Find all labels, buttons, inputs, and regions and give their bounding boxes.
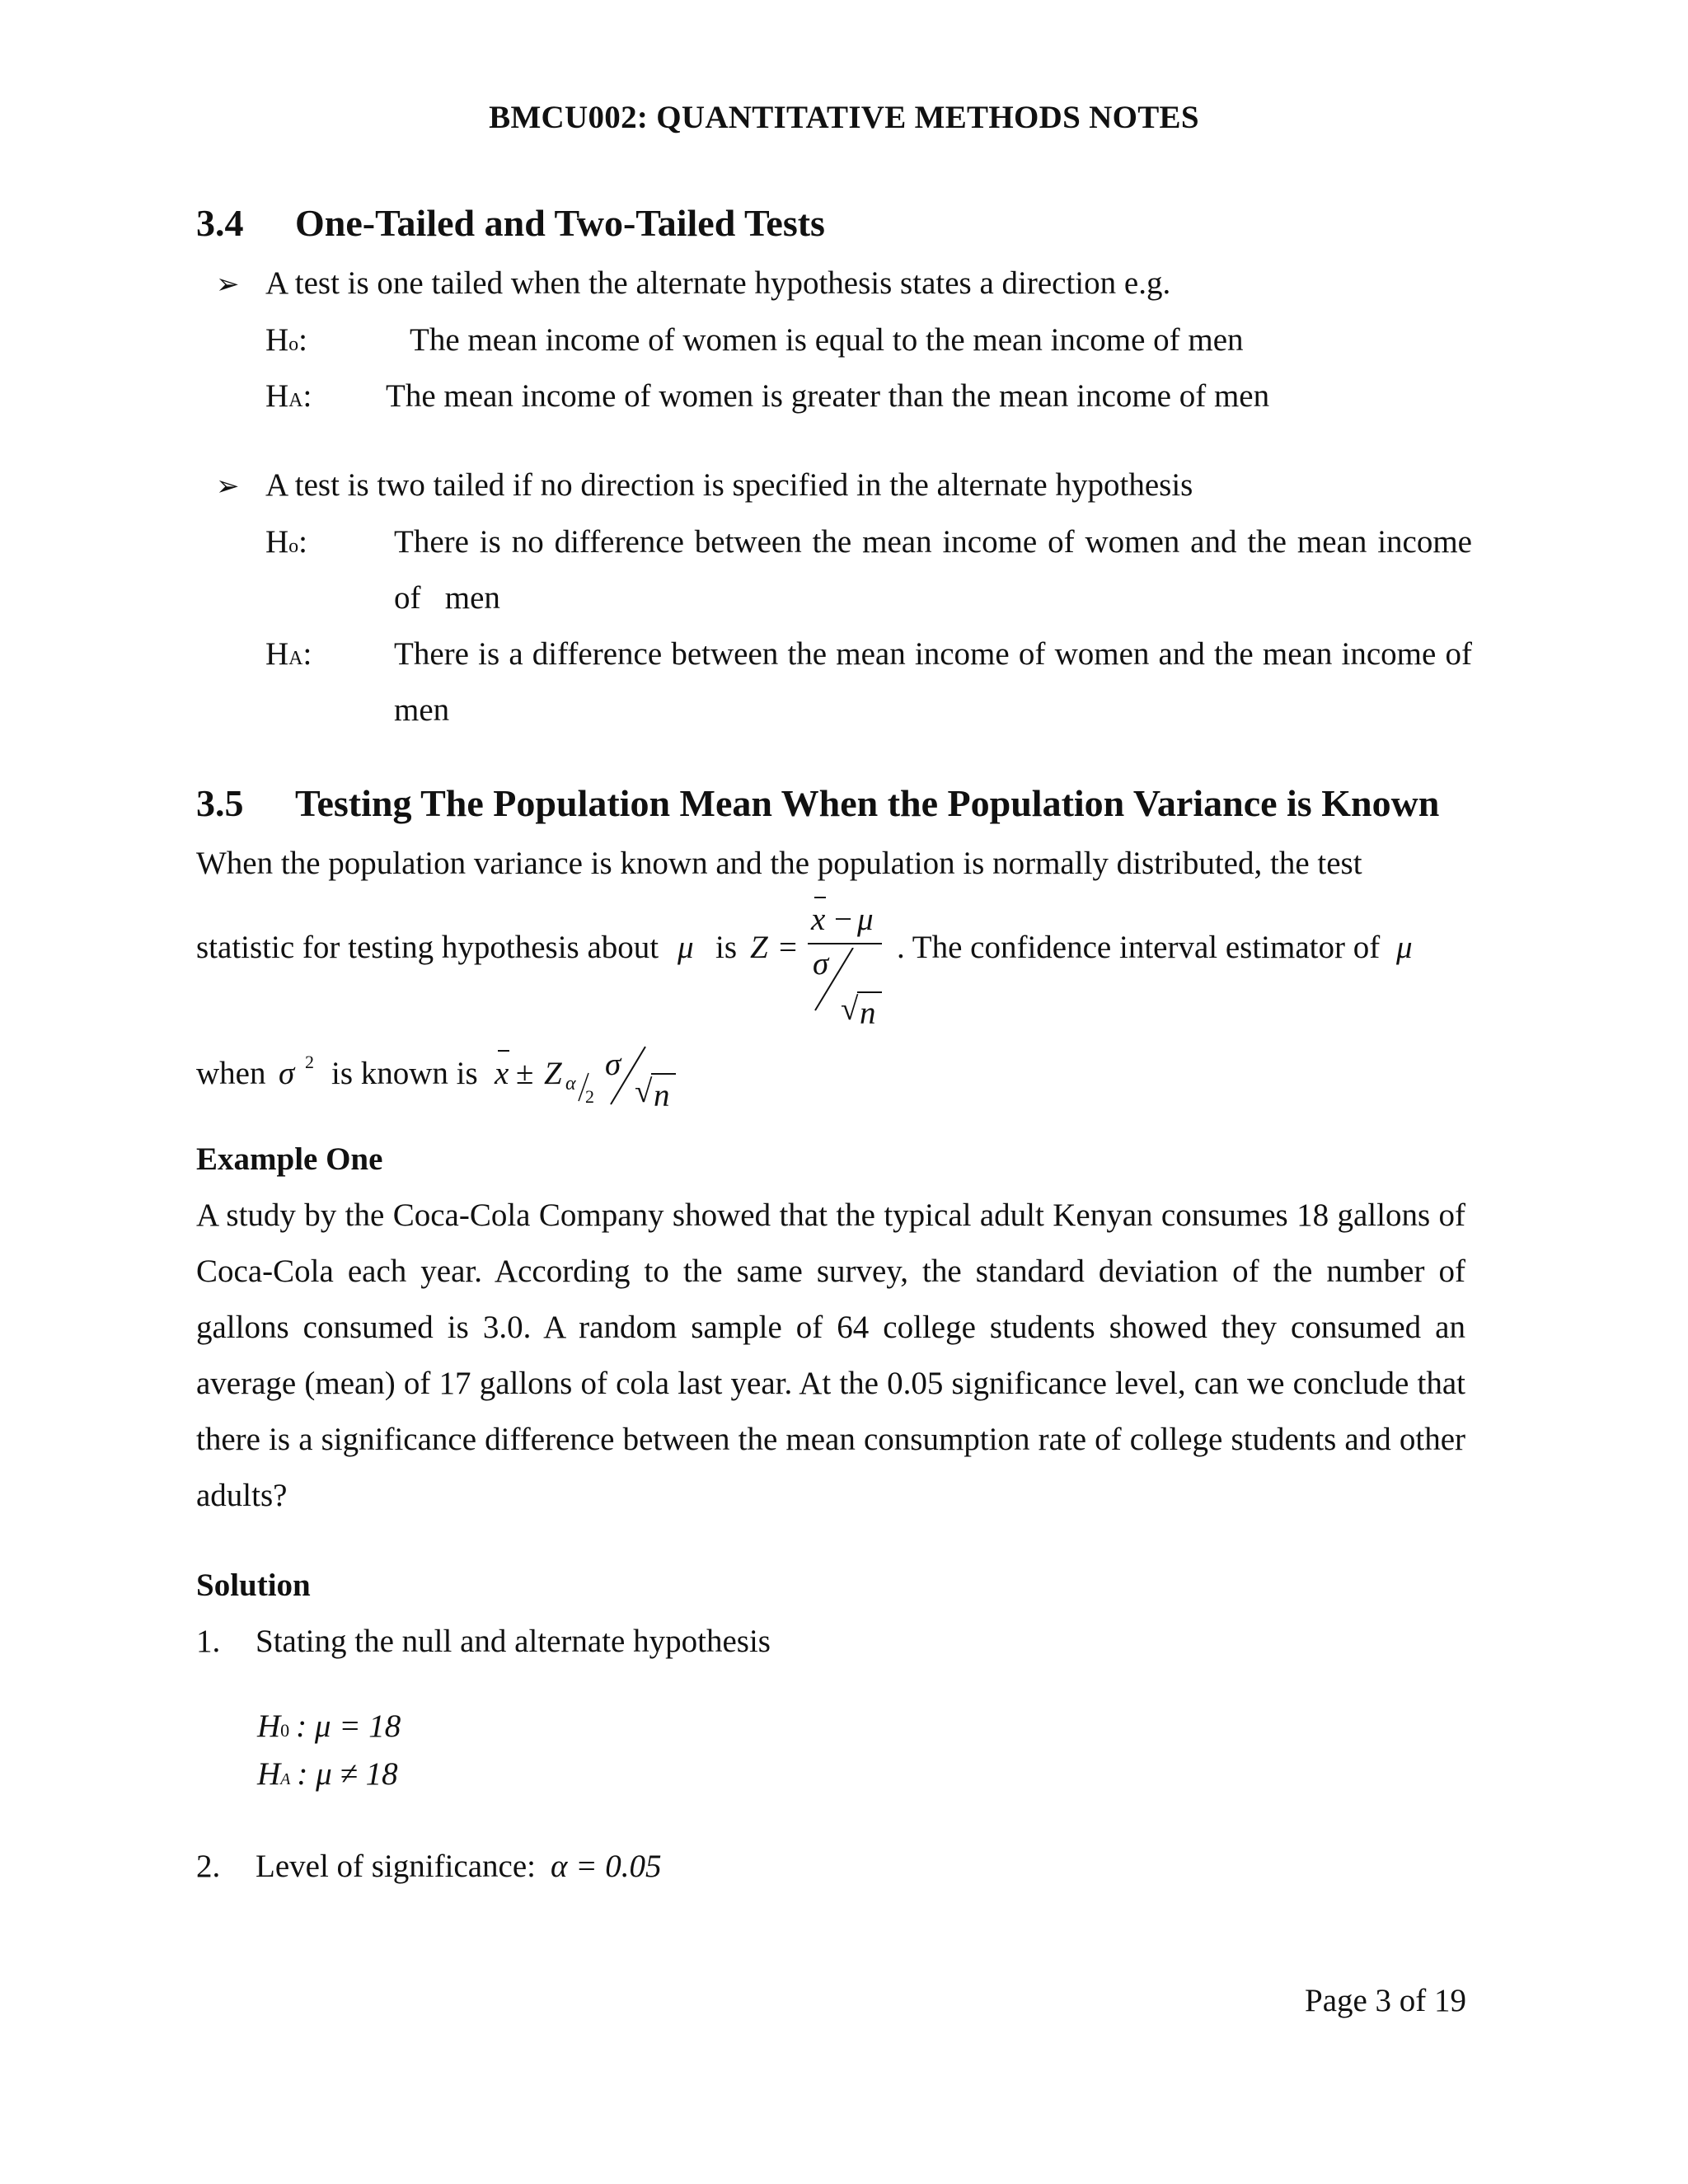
bullet-arrow-icon: ➢ xyxy=(216,471,240,502)
sqrt-symbol: √ xyxy=(841,991,859,1027)
x-bar-symbol: x xyxy=(495,1056,509,1091)
section-title: One-Tailed and Two-Tailed Tests xyxy=(295,202,825,244)
z-symbol: Z xyxy=(544,1056,562,1091)
paragraph-line: . The confidence interval estimator of xyxy=(897,930,1381,965)
page-header: BMCU002: QUANTITATIVE METHODS NOTES xyxy=(489,100,1199,135)
sigma-symbol: σ xyxy=(605,1047,621,1082)
mu-symbol: μ xyxy=(678,930,694,965)
alpha-subscript: α xyxy=(565,1073,576,1094)
sqrt-overline xyxy=(857,991,882,993)
paragraph-line: When the population variance is known and the population is normally distributed, the test xyxy=(196,846,1362,881)
bullet-arrow-icon: ➢ xyxy=(216,269,240,300)
example-line: gallons consumed is 3.0. A random sample of 64 college students showed they consumed an xyxy=(196,1310,1465,1345)
one-tailed-ha-text: The mean income of women is greater than the mean income of men xyxy=(386,378,1270,414)
x-bar-symbol: x xyxy=(811,902,826,937)
minus-sign: − xyxy=(834,902,852,937)
h0-label: Ho: xyxy=(265,322,308,358)
example-line: average (mean) of 17 gallons of cola last year. At the 0.05 significance level, can we conclude that xyxy=(196,1366,1465,1401)
example-line: there is a significance difference between the mean consumption rate of college students and other xyxy=(196,1422,1465,1457)
superscript-two: 2 xyxy=(305,1052,314,1072)
null-hypothesis-equation: H0 : μ = 18 xyxy=(257,1708,401,1744)
x-bar-overline xyxy=(814,897,826,901)
sqrt-symbol: √ xyxy=(635,1074,653,1109)
x-bar-overline xyxy=(498,1050,509,1052)
mu-symbol: μ xyxy=(1396,930,1413,965)
mu-symbol: μ xyxy=(857,902,874,937)
page-number: Page 3 of 19 xyxy=(1305,1983,1467,2018)
example-line: adults? xyxy=(196,1478,288,1513)
sigma-symbol: σ xyxy=(813,946,829,982)
section-number: 3.5 xyxy=(196,782,244,824)
alternate-hypothesis-equation: HA : μ ≠ 18 xyxy=(257,1756,398,1792)
two-tailed-ha-text: There is a difference between the mean income of women and the mean income of xyxy=(394,636,1472,672)
two-tailed-h0-text-cont: of men xyxy=(394,580,500,616)
fraction-bar xyxy=(808,943,882,944)
n-symbol: n xyxy=(860,996,876,1031)
step-number: 1. xyxy=(196,1624,221,1659)
example-line: Coca-Cola each year. According to the same survey, the standard deviation of the number of xyxy=(196,1254,1465,1289)
subscript-two: 2 xyxy=(585,1086,594,1107)
bullet-text: A test is one tailed when the alternate hypothesis states a direction e.g. xyxy=(265,265,1171,301)
equals-sign: = xyxy=(779,930,797,965)
ha-label: HA: xyxy=(265,378,312,414)
solution-heading: Solution xyxy=(196,1568,311,1603)
n-symbol: n xyxy=(654,1078,670,1113)
sigma-symbol: σ xyxy=(279,1056,295,1091)
alpha-equation: α = 0.05 xyxy=(551,1849,662,1884)
z-symbol: Z xyxy=(750,930,768,965)
paragraph-line: statistic for testing hypothesis about xyxy=(196,930,659,965)
example-heading: Example One xyxy=(196,1141,383,1177)
plus-minus-sign: ± xyxy=(516,1056,534,1091)
step-number: 2. xyxy=(196,1849,221,1884)
section-title: Testing The Population Mean When the Population Variance is Known xyxy=(295,782,1440,824)
sqrt-overline xyxy=(651,1073,676,1075)
h0-label: Ho: xyxy=(265,524,308,560)
section-number: 3.4 xyxy=(196,202,244,244)
paragraph-word: is xyxy=(715,930,738,965)
paragraph-word: when xyxy=(196,1056,266,1091)
ha-label: HA: xyxy=(265,636,312,672)
step-text: Stating the null and alternate hypothesis xyxy=(256,1624,771,1659)
bullet-text: A test is two tailed if no direction is specified in the alternate hypothesis xyxy=(265,467,1193,503)
two-tailed-h0-text: There is no difference between the mean income of women and the mean income xyxy=(394,524,1472,560)
paragraph-line: is known is xyxy=(331,1056,478,1091)
two-tailed-ha-text-cont: men xyxy=(394,692,450,728)
example-line: A study by the Coca-Cola Company showed that the typical adult Kenyan consumes 18 gallons of xyxy=(196,1197,1465,1233)
one-tailed-h0-text: The mean income of women is equal to the mean income of men xyxy=(410,322,1244,358)
step-text: Level of significance: xyxy=(256,1849,537,1884)
